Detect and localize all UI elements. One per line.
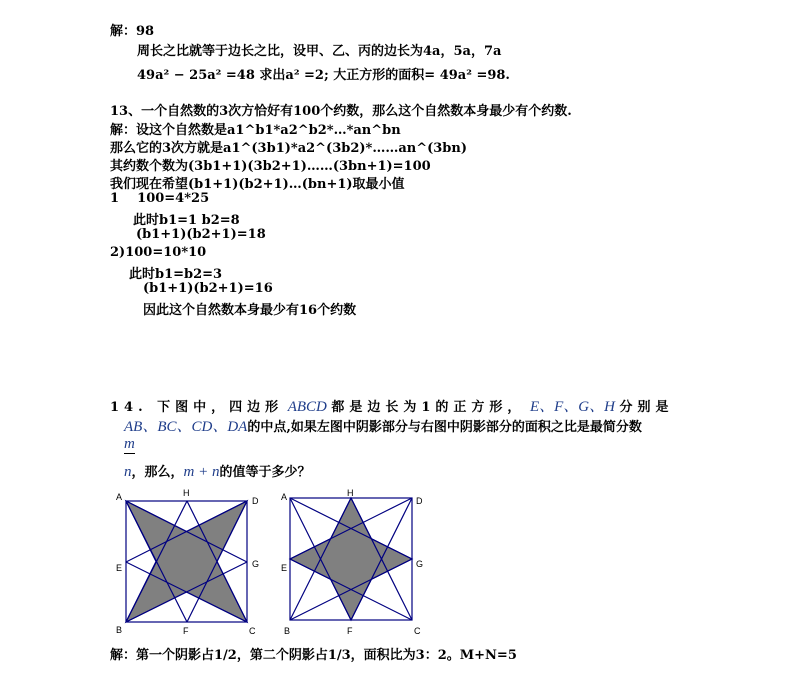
q13-line: 我们现在希望(b1+1)(b2+1)…(bn+1)取最小值 xyxy=(110,177,405,192)
q14-math-sides: AB、BC、CD、DA xyxy=(124,419,248,435)
q12-line1: 周长之比就等于边长之比，设甲、乙、丙的边长为4a，5a，7a xyxy=(137,44,502,59)
left-figure xyxy=(126,501,247,622)
q13-line: 此时b1=1 b2=8 xyxy=(133,213,240,228)
fraction-numerator: m xyxy=(124,436,135,452)
q13-line: 其约数个数为(3b1+1)(3b2+1)……(3bn+1)=100 xyxy=(110,159,431,174)
label-e: E xyxy=(281,563,288,573)
label-b: B xyxy=(116,625,123,635)
q13-line: 因此这个自然数本身最少有16个约数 xyxy=(143,303,357,318)
q13-line: 此时b1=b2=3 xyxy=(129,267,223,282)
q14-math-efgh: E、F、G、H xyxy=(529,399,615,415)
label-a: A xyxy=(281,492,288,502)
q14-text: ，那么， xyxy=(131,465,184,480)
label-g: G xyxy=(416,559,424,569)
q14-text: 都是边长为1的正方形， xyxy=(331,400,526,415)
q13-line: 2)100=10*10 xyxy=(110,245,207,260)
q13-line: (b1+1)(b2+1)=18 xyxy=(136,227,266,242)
right-shaded-star xyxy=(290,498,412,620)
q14-answer: 解：第一个阴影占1/2，第二个阴影占1/3，面积比为3：2。M+N=5 xyxy=(110,648,517,663)
q14-text: 14. 下图中，四边形 xyxy=(110,400,284,415)
q13-line: 1 100=4*25 xyxy=(110,191,210,206)
q14-math-abcd: ABCD xyxy=(287,399,327,415)
q14-text: 的值等于多少？ xyxy=(219,465,311,480)
q13-line: 解：设这个自然数是a1^b1*a2^b2*…*an^bn xyxy=(110,123,401,138)
label-a: A xyxy=(116,492,123,502)
label-c: C xyxy=(249,626,256,636)
q13-line: 那么它的3次方就是a1^(3b1)*a2^(3b2)*……an^(3bn) xyxy=(110,141,467,156)
label-h: H xyxy=(183,488,190,498)
label-f: F xyxy=(347,626,353,636)
fraction-denominator: n xyxy=(124,464,132,480)
label-f: F xyxy=(183,626,189,636)
q14-text: 的中点,如果左图中阴影部分与右图中阴影部分的面积之比是最简分数 xyxy=(247,420,642,435)
q12-answer: 解：98 xyxy=(110,24,155,39)
label-d: D xyxy=(416,496,423,506)
q14-text: 分别是 xyxy=(619,400,674,415)
label-h: H xyxy=(347,488,354,498)
q12-line2: 49a² − 25a² =48 求出a² =2; 大正方形的面积= 49a² =98. xyxy=(137,68,510,83)
label-e: E xyxy=(116,563,123,573)
q13-line: (b1+1)(b2+1)=16 xyxy=(143,281,273,296)
left-shaded-star xyxy=(126,501,247,622)
q13-question: 13、一个自然数的3次方恰好有100个约数，那么这个自然数本身最少有个约数. xyxy=(110,104,572,119)
label-d: D xyxy=(252,496,259,506)
right-figure xyxy=(290,498,412,620)
label-b: B xyxy=(284,626,291,636)
label-g: G xyxy=(252,559,260,569)
label-c: C xyxy=(414,626,421,636)
q14-math-mn: m + n xyxy=(183,464,220,480)
